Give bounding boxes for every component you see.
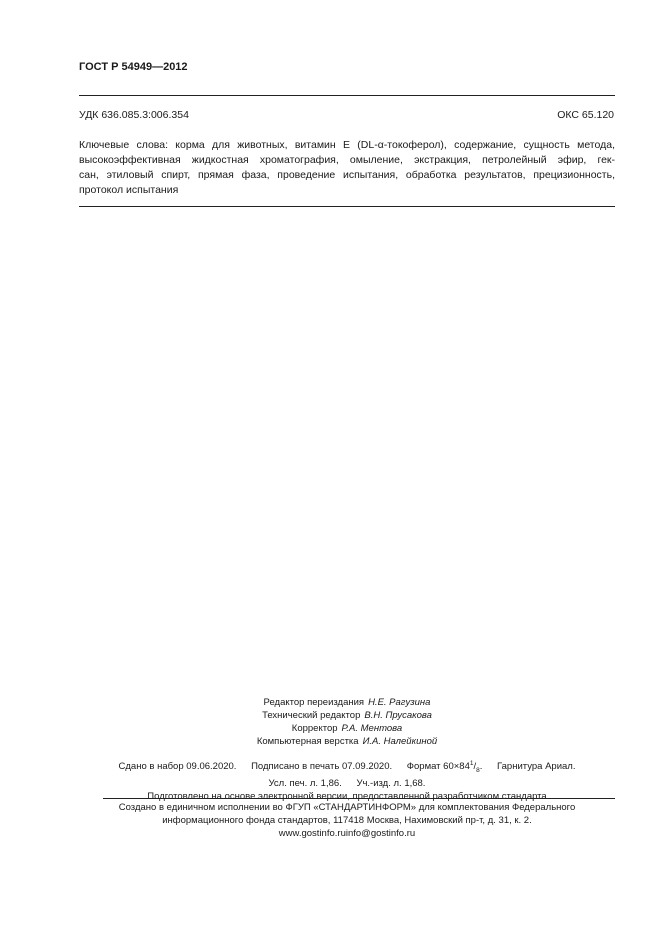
divider-producer bbox=[103, 798, 615, 799]
credit-editor bbox=[79, 696, 615, 709]
keywords-line: Ключевые слова: корма для животных, витамин E (DL-α-токоферол), содержание, сущность метода, bbox=[79, 139, 615, 151]
imprint-format: Формат $60\times 84^1/_8$. bbox=[406, 760, 483, 775]
keywords-line: высокоэффективная жидкостная хроматография, омыление, экстракция, петролейный эфир, гек- bbox=[79, 154, 615, 166]
keywords-paragraph bbox=[79, 138, 615, 198]
credit-label: Корректор bbox=[291, 723, 338, 734]
credit-name: И.А. Налейкиной bbox=[362, 736, 438, 747]
imprint-sheets: Усл. печ. л. 1,86. bbox=[268, 778, 342, 790]
imprint-block bbox=[79, 757, 615, 803]
imprint-publ-sheets: Уч.-изд. л. 1,68. bbox=[356, 778, 426, 790]
credit-name: Р.А. Ментова bbox=[341, 723, 403, 734]
imprint-sheets-row bbox=[79, 777, 615, 790]
keywords-line: протокол испытания bbox=[79, 184, 179, 196]
oks-code: ОКС 65.120 bbox=[557, 109, 614, 121]
producer-line: информационного фонда стандартов, 117418 Москва, Нахимовский пр-т, д. 31, к. 2. bbox=[162, 815, 532, 826]
imprint-submitted: Сдано в набор 09.06.2020. bbox=[118, 761, 237, 773]
imprint-dates-row bbox=[79, 757, 615, 777]
credit-corrector bbox=[79, 722, 615, 735]
divider-top bbox=[79, 95, 615, 96]
credits-block bbox=[79, 696, 615, 748]
standard-code: ГОСТ Р 54949—2012 bbox=[79, 61, 188, 73]
credit-tech-editor bbox=[79, 709, 615, 722]
imprint-typeface: Гарнитура Ариал. bbox=[497, 761, 576, 773]
producer-email-link[interactable]: info@gostinfo.ru bbox=[345, 828, 416, 839]
producer-block bbox=[79, 801, 615, 840]
udc-code: УДК 636.085.3:006.354 bbox=[79, 109, 189, 121]
keywords-line: сан, этиловый спирт, прямая фаза, проведение испытания, обработка результатов, прецизионность, bbox=[79, 169, 615, 181]
producer-line: Создано в единичном исполнении во ФГУП «СТАНДАРТИНФОРМ» для комплектования Федерального bbox=[118, 802, 576, 813]
credit-name: В.Н. Прусакова bbox=[364, 710, 432, 721]
imprint-prepared: Подготовлено на основе электронной версии, предоставленной разработчиком стандарта bbox=[147, 791, 547, 803]
imprint-signed: Подписано в печать 07.09.2020. bbox=[251, 761, 393, 773]
credit-name: Н.Е. Рагузина bbox=[368, 697, 431, 708]
divider-keywords bbox=[79, 206, 615, 207]
credit-label: Компьютерная верстка bbox=[256, 736, 359, 747]
credit-label: Редактор переиздания bbox=[263, 697, 365, 708]
producer-website-link[interactable]: www.gostinfo.ru bbox=[278, 828, 346, 839]
credit-layout bbox=[79, 735, 615, 748]
credit-label: Технический редактор bbox=[262, 710, 361, 721]
producer-contacts bbox=[79, 827, 615, 840]
